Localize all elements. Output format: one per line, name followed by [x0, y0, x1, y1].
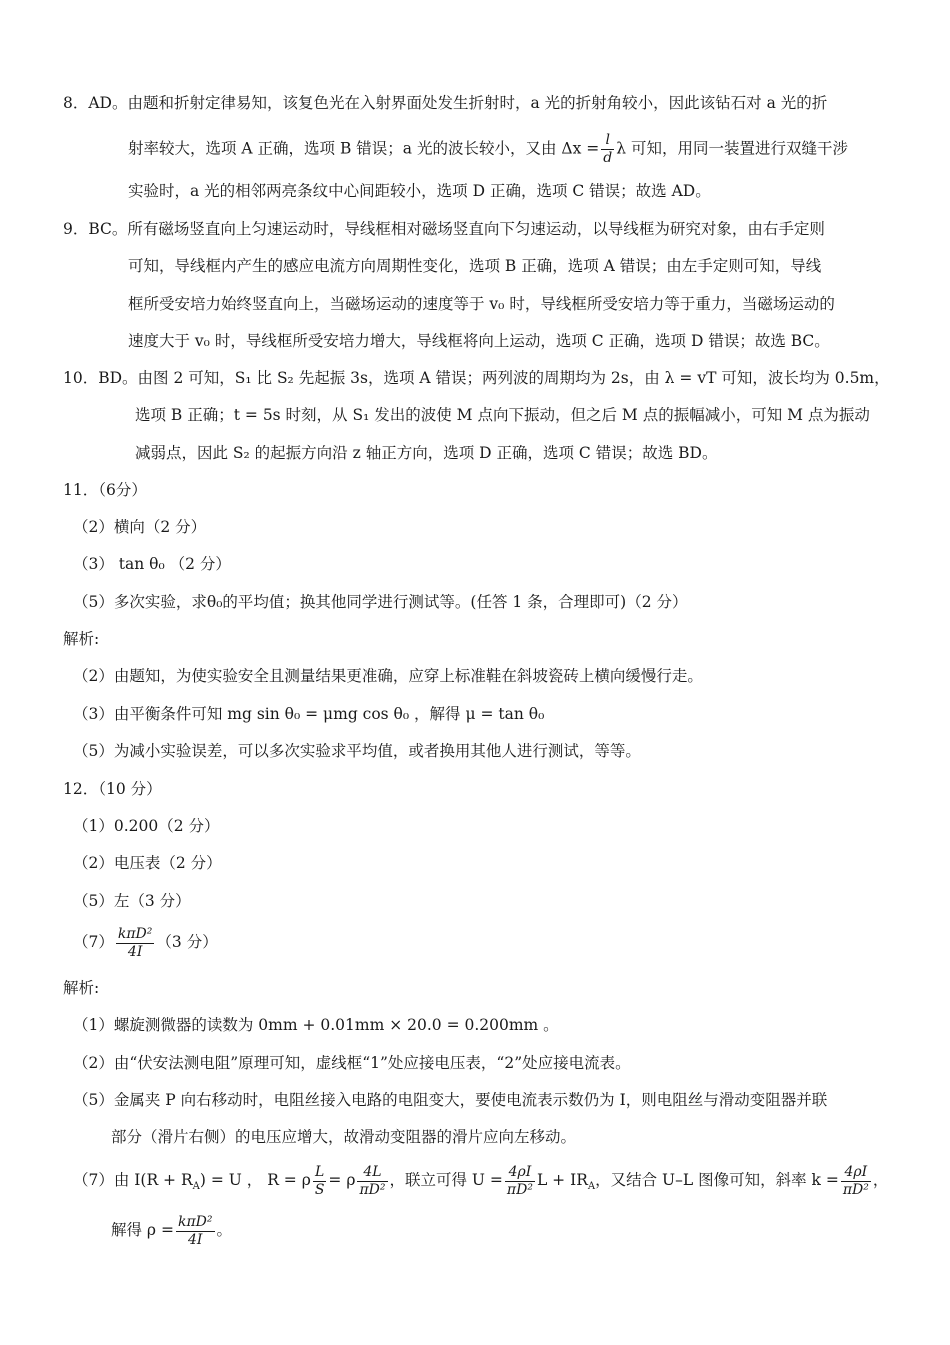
q12-explanation-5-line-2: 部分（滑片右侧）的电压应增大，故滑动变阻器的滑片应向左移动。: [111, 1128, 577, 1146]
q12-e7-text-g: ，: [872, 1171, 889, 1189]
q11-answer-5: （5）多次实验，求θ₀的平均值；换其他同学进行测试等。(任答 1 条，合理即可)（2 分）: [73, 593, 688, 611]
q12-e7-fraction-rho: [176, 1214, 215, 1249]
q11-analysis-label: 解析:: [63, 630, 100, 648]
q12-explanation-2: （2）由“伏安法测电阻”原理可知，虚线框“1”处应接电压表，“2”处应接电流表。: [73, 1054, 631, 1072]
q12-e7-f5-num: kπD²: [177, 1213, 213, 1230]
q12-answer-7-suffix: （3 分）: [156, 933, 218, 951]
q12-answer-2: （2）电压表（2 分）: [73, 854, 222, 872]
q12-e7-f5-den: 4I: [188, 1231, 203, 1248]
q12-e7-text-c: = ρ: [328, 1171, 356, 1189]
q12-e7-sub-a2: A: [587, 1181, 596, 1193]
q12-e7-text-f: ，又结合 U–L 图像可知，斜率 k =: [595, 1171, 839, 1189]
q12-answer-1: （1）0.200（2 分）: [73, 817, 220, 835]
q12-e7-fraction-4rhoi: [505, 1164, 535, 1199]
q12-answer-7-numerator: kπD²: [117, 925, 153, 942]
q12-e7-f1-num: L: [313, 1164, 327, 1182]
q8-line-3: 实验时，a 光的相邻两亮条纹中心间距较小，选项 D 正确，选项 C 错误；故选 AD。: [128, 182, 711, 200]
q12-e7-f4-den: πD²: [842, 1181, 869, 1198]
q12-e7-text-b: ) = U ， R = ρ: [199, 1171, 311, 1189]
q12-e7-f1-den: S: [314, 1181, 325, 1198]
q12-e7-f3-num: 4ρI: [505, 1164, 535, 1182]
q10-line-1: 10．BD。由图 2 可知，S₁ 比 S₂ 先起振 3s，选项 A 错误；两列波的周期均为 2s，由 λ = vT 可知，波长均为 0.5m，: [63, 369, 890, 387]
q12-e7-f3-den: πD²: [506, 1181, 533, 1198]
q12-e7-text-a: （7）由 I(R + R: [73, 1171, 193, 1189]
q12-explanation-5-line-1: （5）金属夹 P 向右移动时，电阻丝接入电路的电阻变大，要使电流表示数仍为 I，则电阻丝与滑动变阻器并联: [73, 1091, 828, 1109]
q12-explanation-1: （1）螺旋测微器的读数为 0mm + 0.01mm × 20.0 = 0.200mm 。: [73, 1016, 559, 1034]
q12-answer-7-prefix: （7）: [73, 933, 114, 951]
q11-explanation-5: （5）为减小实验误差，可以多次实验求平均值，或者换用其他人进行测试，等等。: [73, 742, 641, 760]
q12-e7-fraction-slope: [841, 1164, 871, 1199]
q12-e7-text-d: ，联立可得 U =: [389, 1171, 503, 1189]
q12-e7-line2-text-a: 解得 ρ =: [111, 1221, 174, 1239]
q11-title: 11．（6分）: [63, 481, 147, 499]
q11-explanation-3: （3）由平衡条件可知 mg sin θ₀ = μmg cos θ₀ ，解得 μ = tan θ₀: [73, 705, 545, 723]
q12-analysis-label: 解析:: [63, 979, 100, 997]
q12-e7-text-e: L + IR: [536, 1171, 588, 1189]
q12-e7-f2-den: πD²: [359, 1181, 386, 1198]
q10-line-2: 选项 B 正确；t = 5s 时刻，从 S₁ 发出的波使 M 点向下振动，但之后 M 点的振幅减小，可知 M 点为振动: [135, 406, 870, 424]
q12-answer-7-fraction: [116, 926, 155, 961]
q12-e7-sub-a: A: [192, 1181, 200, 1193]
q9-line-3: 框所受安培力始终竖直向上，当磁场运动的速度等于 v₀ 时，导线框所受安培力等于重力，当磁场运动的: [128, 295, 835, 313]
q9-line-4: 速度大于 v₀ 时，导线框所受安培力增大，导线框将向上运动，选项 C 正确，选项 D 错误；故选 BC。: [128, 332, 830, 350]
q12-e7-line2-text-b: 。: [216, 1221, 233, 1239]
q9-line-1: 9．BC。所有磁场竖直向上匀速运动时，导线框相对磁场竖直向下匀速运动，以导线框为研究对象，由右手定则: [63, 220, 825, 238]
q12-e7-fraction-l-over-s: [313, 1164, 327, 1199]
q8-line-2: [128, 132, 848, 167]
q8-fraction-denominator: d: [603, 150, 613, 166]
q8-line-2-text-b: λ 可知，用同一装置进行双缝干涉: [616, 139, 848, 158]
q8-line-1: 8．AD。由题和折射定律易知，该复色光在入射界面处发生折射时，a 光的折射角较小，因此该钻石对 a 光的折: [63, 94, 828, 112]
q12-answer-5: （5）左（3 分）: [73, 892, 191, 910]
q12-answer-7-denominator: 4I: [127, 943, 143, 960]
q12-e7-f4-num: 4ρI: [841, 1164, 871, 1182]
q11-answer-3: （3） tan θ₀ （2 分）: [73, 555, 231, 573]
q8-fraction-numerator: l: [601, 132, 614, 150]
q12-explanation-7-line-1: [73, 1160, 888, 1207]
q9-line-2: 可知，导线框内产生的感应电流方向周期性变化，选项 B 正确，选项 A 错误；由左手定则可知，导线: [128, 257, 822, 275]
q11-answer-2: （2）横向（2 分）: [73, 518, 207, 536]
q8-fraction-l-over-d: [601, 132, 614, 167]
q12-explanation-7-line-2: [111, 1210, 232, 1250]
q8-line-2-text-a: 射率较大，选项 A 正确，选项 B 错误；a 光的波长较小，又由 Δx =: [128, 139, 600, 158]
q12-answer-7: [73, 922, 218, 962]
q10-line-3: 减弱点，因此 S₂ 的起振方向沿 z 轴正方向，选项 D 正确，选项 C 错误；故选 BD。: [135, 444, 718, 462]
q12-e7-fraction-4l: [357, 1164, 387, 1199]
q12-e7-f2-num: 4L: [357, 1164, 387, 1182]
q11-explanation-2: （2）由题知，为使实验安全且测量结果更准确，应穿上标准鞋在斜坡瓷砖上横向缓慢行走。: [73, 667, 703, 685]
q12-title: 12．（10 分）: [63, 780, 162, 798]
